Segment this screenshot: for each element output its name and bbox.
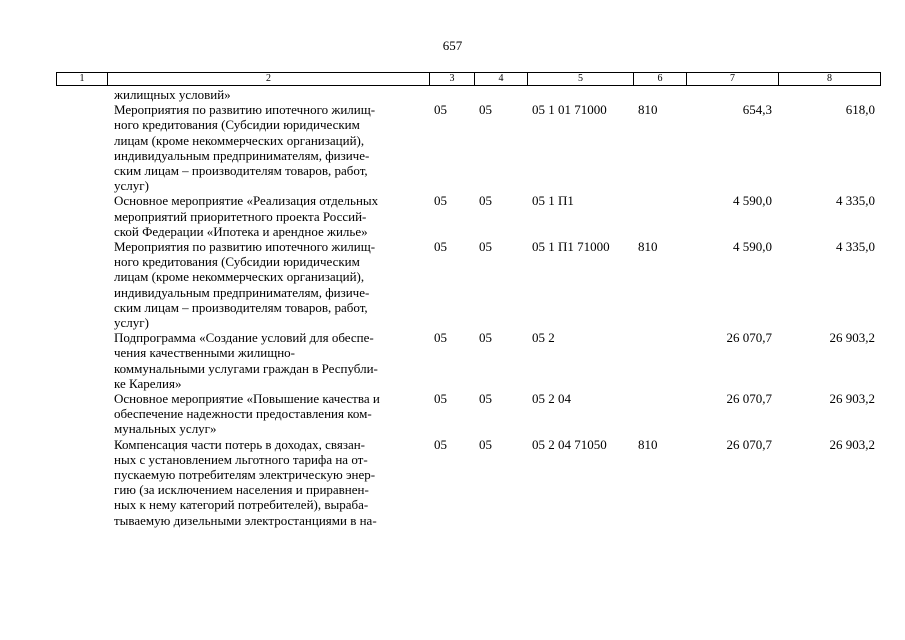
description-line: чения качественными жилищно-: [114, 345, 295, 361]
amount-year-1: 654,3: [742, 102, 772, 118]
description-line: ским лицам – производителям товаров, работ,: [114, 299, 368, 315]
section-code: 05: [434, 238, 447, 254]
target-article-code: 05 2 04: [532, 390, 571, 406]
description-line: Мероприятия по развитию ипотечного жилищ-: [114, 102, 376, 118]
description-line: услуг): [114, 314, 149, 330]
amount-year-2: 26 903,2: [829, 390, 875, 406]
subsection-code: 05: [479, 238, 492, 254]
subsection-code: 05: [479, 436, 492, 452]
target-article-code: 05 2 04 71050: [532, 436, 607, 452]
target-article-code: 05 1 П1: [532, 193, 574, 209]
expense-type-code: 810: [638, 102, 658, 118]
header-col-8: 8: [827, 73, 832, 84]
subsection-code: 05: [479, 390, 492, 406]
table-body: [0, 87, 905, 528]
table-row: [0, 391, 905, 437]
amount-year-1: 26 070,7: [726, 436, 772, 452]
amount-year-2: 26 903,2: [829, 330, 875, 346]
page-number: 657: [442, 38, 463, 53]
row-description: [114, 87, 426, 102]
section-code: 05: [434, 330, 447, 346]
description-line: лицам (кроме некоммерческих организаций),: [114, 132, 365, 148]
description-line: коммунальными услугами граждан в Республи-: [114, 360, 378, 376]
header-col-4: 4: [498, 73, 504, 84]
header-col-1: 1: [79, 73, 85, 84]
description-line: ским лицам – производителям товаров, работ,: [114, 163, 368, 178]
description-line: тываемую дизельными электростанциями в на-: [114, 512, 377, 528]
row-description: [114, 102, 426, 193]
description-line: Основное мероприятие «Реализация отдельных: [114, 193, 379, 209]
section-code: 05: [434, 193, 447, 209]
table-row: [0, 437, 905, 528]
header-col-3: 3: [449, 73, 455, 84]
target-article-code: 05 2: [532, 330, 555, 346]
description-line: гию (за исключением населения и приравнен-: [114, 482, 369, 498]
row-description: [114, 193, 426, 239]
amount-year-2: 4 335,0: [836, 193, 875, 209]
description-line: индивидуальным предпринимателям, физиче-: [114, 147, 370, 163]
description-line: услуг): [114, 178, 149, 194]
description-line: индивидуальным предпринимателям, физиче-: [114, 284, 370, 300]
description-line: ного кредитования (Субсидии юридическим: [114, 254, 360, 270]
expense-type-code: 810: [638, 436, 658, 452]
description-line: Компенсация части потерь в доходах, связан-: [114, 436, 366, 452]
expense-type-code: 810: [638, 238, 658, 254]
description-line: ке Карелия»: [114, 375, 182, 391]
description-line: мероприятий приоритетного проекта Россий-: [114, 208, 367, 224]
subsection-code: 05: [479, 330, 492, 346]
amount-year-1: 26 070,7: [726, 330, 772, 346]
subsection-code: 05: [479, 193, 492, 209]
row-description: [114, 437, 426, 528]
description-line: ного кредитования (Субсидии юридическим: [114, 117, 360, 133]
table-row: [0, 330, 905, 391]
amount-year-2: 26 903,2: [829, 436, 875, 452]
row-description: [114, 391, 426, 437]
header-col-2: 2: [266, 73, 271, 84]
section-code: 05: [434, 390, 447, 406]
description-line: ской Федерации «Ипотека и арендное жилье»: [114, 223, 368, 239]
description-line: лицам (кроме некоммерческих организаций),: [114, 269, 365, 285]
target-article-code: 05 1 П1 71000: [532, 238, 610, 254]
table-row: [0, 87, 905, 102]
amount-year-2: 4 335,0: [836, 238, 875, 254]
header-col-6: 6: [657, 73, 663, 84]
amount-year-2: 618,0: [845, 102, 875, 118]
amount-year-1: 4 590,0: [733, 238, 772, 254]
description-line: мунальных услуг»: [114, 421, 217, 437]
section-code: 05: [434, 436, 447, 452]
description-line: ных с установлением льготного тарифа на от-: [114, 451, 368, 467]
table-header-row: [56, 72, 881, 86]
description-line: Мероприятия по развитию ипотечного жилищ-: [114, 238, 376, 254]
table-row: [0, 239, 905, 330]
description-line: обеспечение надежности предоставления ком-: [114, 406, 372, 422]
amount-year-1: 4 590,0: [733, 193, 772, 209]
header-col-5: 5: [578, 73, 583, 84]
table-row: [0, 193, 905, 239]
description-line: пускаемую потребителям электрическую энер-: [114, 466, 376, 482]
description-line: жилищных условий»: [114, 87, 231, 102]
target-article-code: 05 1 01 71000: [532, 102, 607, 118]
header-col-7: 7: [730, 73, 735, 84]
table-row: [0, 102, 905, 193]
description-line: Подпрограмма «Создание условий для обеспе-: [114, 330, 374, 346]
row-description: [114, 330, 426, 391]
section-code: 05: [434, 102, 447, 118]
description-line: ных к нему категорий потребителей), выраба-: [114, 497, 369, 513]
row-description: [114, 239, 426, 330]
description-line: Основное мероприятие «Повышение качества и: [114, 390, 380, 406]
subsection-code: 05: [479, 102, 492, 118]
amount-year-1: 26 070,7: [726, 390, 772, 406]
